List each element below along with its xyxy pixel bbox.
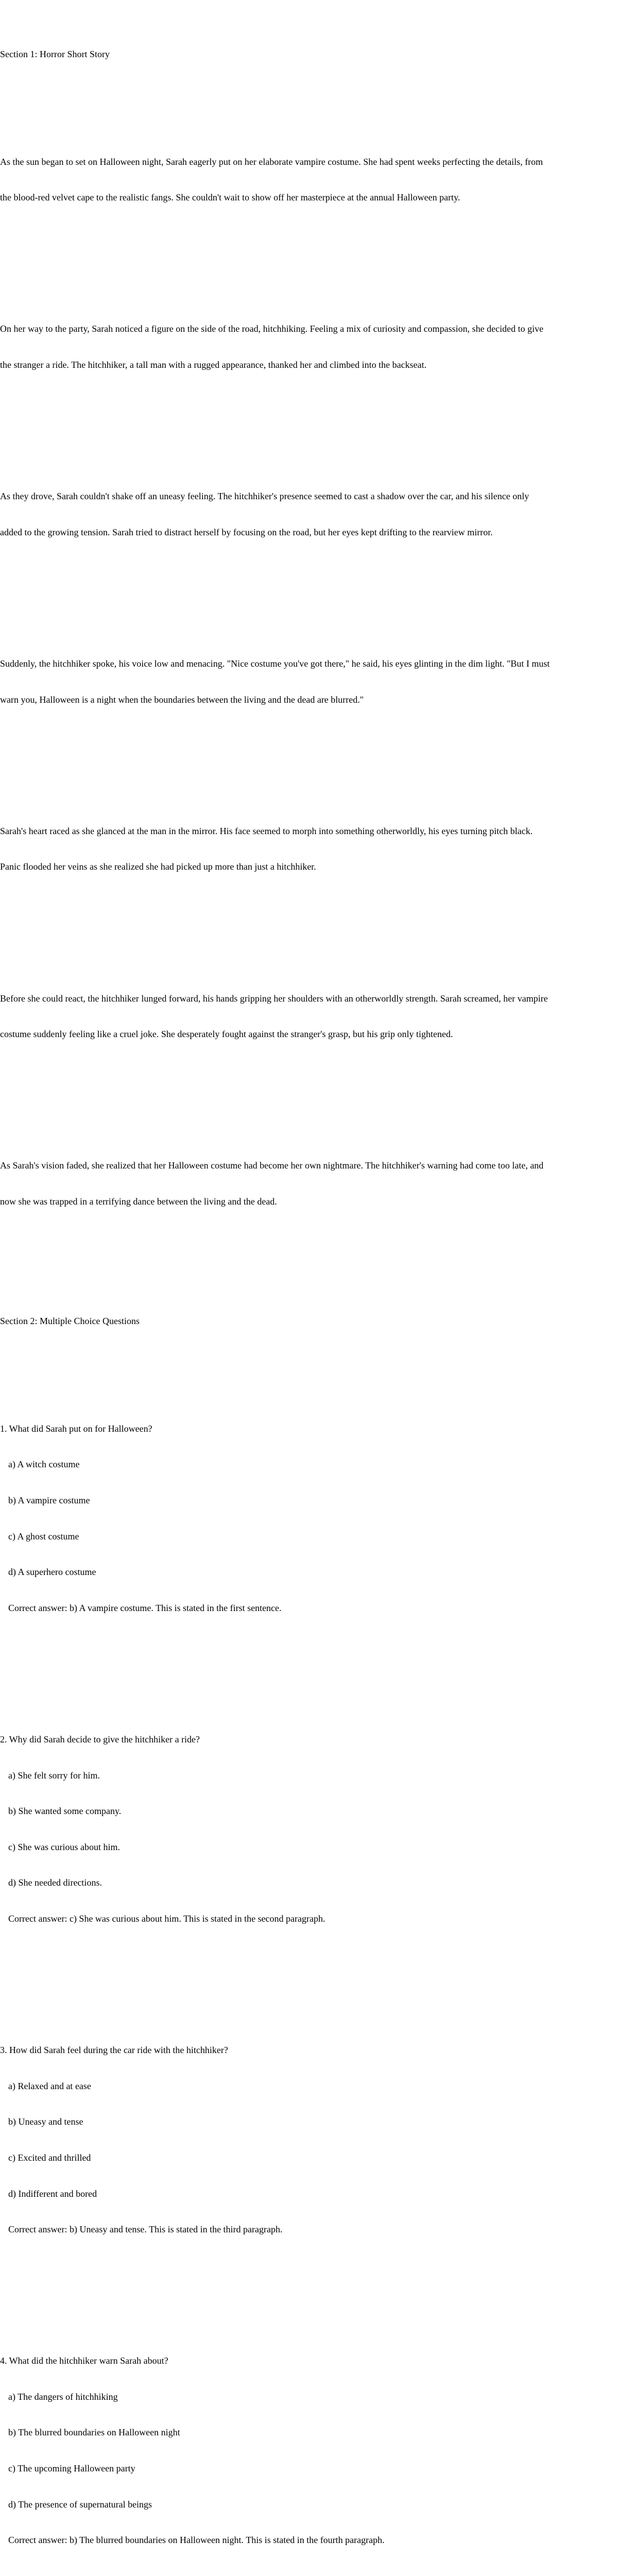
correct-answer: Correct answer: b) A vampire costume. This is stated in the first sentence. — [8, 1602, 282, 1613]
spacer — [0, 1662, 618, 1674]
option-b: b) She wanted some company. — [8, 1806, 122, 1817]
paragraph-line: the blood-red velvet cape to the realistic fangs. She couldn't wait to show off her masterpiece at the annual Halloween party. — [0, 192, 460, 203]
story-paragraph-4 — [0, 634, 618, 730]
paragraph-line: Sarah's heart raced as she glanced at the man in the mirror. His face seemed to morph into something otherworldly, his eyes turning pitch black. — [0, 825, 533, 836]
spacer — [0, 921, 618, 933]
question-text: 1. What did Sarah put on for Halloween? — [0, 1423, 152, 1434]
correct-answer: Correct answer: b) The blurred boundaries on Halloween night. This is stated in the fourth paragraph. — [8, 2535, 385, 2546]
paragraph-line: On her way to the party, Sarah noticed a figure on the side of the road, hitchhiking. Feeling a mix of curiosity and compassion, she decided to give — [0, 324, 544, 334]
mc-question-1 — [0, 1399, 618, 1638]
paragraph-line: costume suddenly feeling like a cruel joke. She desperately fought against the stranger's grasp, but his grip only tightened. — [0, 1029, 453, 1040]
spacer — [0, 1256, 618, 1267]
mc-question-4 — [0, 2331, 618, 2570]
mc-question-2 — [0, 1710, 618, 1949]
spacer — [0, 1351, 618, 1363]
paragraph-line: As Sarah's vision faded, she realized that her Halloween costume had become her own nightmare. The hitchhiker's warning had come too late, and — [0, 1160, 544, 1171]
spacer — [0, 251, 618, 263]
option-b: b) Uneasy and tense — [8, 2116, 83, 2127]
story-paragraph-2 — [0, 299, 618, 395]
paragraph-line: the stranger a ride. The hitchhiker, a tall man with a rugged appearance, thanked her and climbed into the backseat. — [0, 360, 427, 370]
story-paragraph-5 — [0, 801, 618, 897]
option-d: d) The presence of supernatural beings — [8, 2499, 152, 2510]
option-a: a) The dangers of hitchhiking — [8, 2391, 118, 2402]
story-paragraph-1 — [0, 132, 618, 228]
correct-answer: Correct answer: c) She was curious about him. This is stated in the second paragraph. — [8, 1913, 325, 1924]
correct-answer: Correct answer: b) Uneasy and tense. This is stated in the third paragraph. — [8, 2224, 283, 2235]
story-paragraph-6 — [0, 969, 618, 1064]
spacer — [0, 84, 618, 96]
paragraph-line: Suddenly, the hitchhiker spoke, his voice low and menacing. "Nice costume you've got there," he said, his eyes glinting in the dim light. "But I must — [0, 658, 550, 669]
spacer — [0, 2283, 618, 2295]
option-c: c) Excited and thrilled — [8, 2152, 91, 2163]
spacer — [0, 586, 618, 598]
mc-question-3 — [0, 2021, 618, 2260]
spacer — [0, 754, 618, 766]
spacer — [0, 1088, 618, 1100]
option-d: d) She needed directions. — [8, 1877, 102, 1888]
paragraph-line: Before she could react, the hitchhiker lunged forward, his hands gripping her shoulders with an otherworldly strength. Sarah screamed, her vampire — [0, 993, 548, 1004]
story-paragraph-3 — [0, 467, 618, 563]
spacer — [0, 1973, 618, 1985]
option-b: b) The blurred boundaries on Halloween night — [8, 2427, 180, 2438]
question-text: 4. What did the hitchhiker warn Sarah about? — [0, 2355, 168, 2366]
section-1-heading: Section 1: Horror Short Story — [0, 48, 110, 59]
question-text: 2. Why did Sarah decide to give the hitchhiker a ride? — [0, 1734, 200, 1744]
option-a: a) She felt sorry for him. — [8, 1770, 100, 1781]
option-a: a) Relaxed and at ease — [8, 2080, 91, 2091]
paragraph-line: now she was trapped in a terrifying dance between the living and the dead. — [0, 1196, 277, 1207]
story-paragraph-7 — [0, 1136, 618, 1232]
option-c: c) A ghost costume — [8, 1531, 79, 1541]
paragraph-line: added to the growing tension. Sarah tried to distract herself by focusing on the road, but her eyes kept drifting to the rearview mirror. — [0, 527, 493, 537]
question-text: 3. How did Sarah feel during the car ride with the hitchhiker? — [0, 2045, 228, 2056]
section-2-heading: Section 2: Multiple Choice Questions — [0, 1315, 140, 1326]
option-d: d) A superhero costume — [8, 1567, 96, 1578]
option-d: d) Indifferent and bored — [8, 2188, 97, 2199]
option-c: c) She was curious about him. — [8, 1841, 120, 1852]
option-b: b) A vampire costume — [8, 1495, 90, 1505]
option-c: c) The upcoming Halloween party — [8, 2463, 135, 2474]
document-body — [0, 1, 618, 2576]
paragraph-line: warn you, Halloween is a night when the boundaries between the living and the dead are blurred." — [0, 694, 364, 705]
paragraph-line: As they drove, Sarah couldn't shake off an uneasy feeling. The hitchhiker's presence seemed to cast a shadow over the car, and his silence only — [0, 491, 529, 502]
option-a: a) A witch costume — [8, 1459, 80, 1470]
spacer — [0, 419, 618, 431]
paragraph-line: As the sun began to set on Halloween night, Sarah eagerly put on her elaborate vampire costume. She had spent weeks perfecting the details, from — [0, 156, 543, 167]
paragraph-line: Panic flooded her veins as she realized she had picked up more than just a hitchhiker. — [0, 861, 316, 872]
